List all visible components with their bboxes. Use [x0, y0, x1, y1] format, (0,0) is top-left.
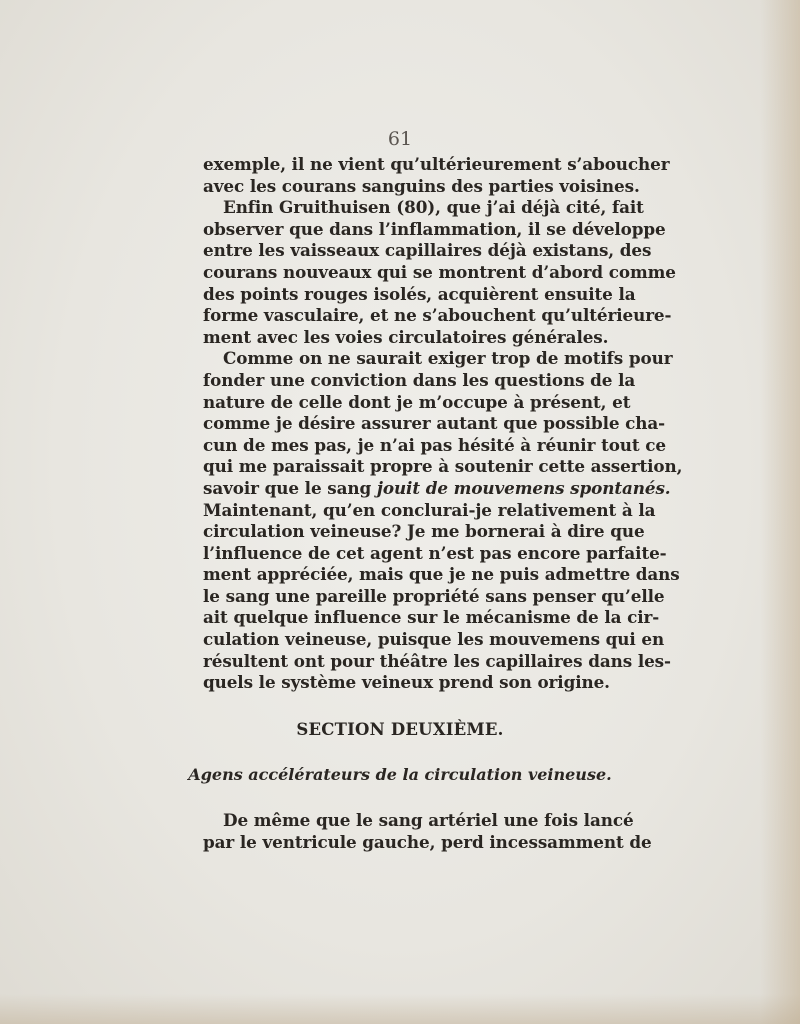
text-line: Comme on ne saurait exiger trop de motifs pour: [223, 348, 673, 369]
text-line: exemple, il ne vient qu’ultérieurement s’aboucher: [203, 154, 670, 174]
text-line: fonder une conviction dans les questions de la: [203, 369, 636, 390]
section-subheading: Agens accélérateurs de la circulation veineuse.: [188, 765, 612, 784]
text-line: ment appréciée, mais que je ne puis admettre dans: [203, 564, 680, 585]
text-line-prefix: savoir que le sang: [203, 477, 372, 498]
page-edge-shadow: [760, 0, 800, 1024]
text-line: nature de celle dont je m’occupe à présent, et: [203, 391, 631, 412]
text-line: quels le système veineux prend son origine.: [203, 672, 610, 693]
body-text-continued: [203, 810, 652, 853]
text-line: cun de mes pas, je n’ai pas hésité à réunir tout ce: [203, 434, 666, 455]
text-line: courans nouveaux qui se montrent d’abord comme: [203, 261, 676, 282]
text-line: par le ventricule gauche, perd incessamment de: [203, 831, 652, 852]
text-line: Maintenant, qu’en conclurai-je relativement à la: [203, 499, 656, 520]
text-line: l’influence de cet agent n’est pas encore parfaite-: [203, 542, 667, 563]
text-line: comme je désire assurer autant que possible cha-: [203, 413, 666, 434]
body-text: [203, 154, 683, 694]
text-line: Enfin Gruithuisen (80), que j’ai déjà cité, fait: [223, 197, 644, 218]
page-bottom-shadow: [0, 994, 800, 1024]
text-line: qui me paraissait propre à soutenir cette assertion,: [203, 456, 683, 477]
text-line: résultent ont pour théâtre les capillaires dans les-: [203, 650, 671, 671]
text-line: des points rouges isolés, acquièrent ensuite la: [203, 283, 636, 304]
text-line: forme vasculaire, et ne s’abouchent qu’ultérieure-: [203, 305, 672, 326]
text-line: ait quelque influence sur le mécanisme de la cir-: [203, 607, 660, 628]
text-line: observer que dans l’inflammation, il se développe: [203, 218, 666, 239]
text-line: De même que le sang artériel une fois lancé: [223, 810, 634, 830]
text-line: entre les vaisseaux capillaires déjà existans, des: [203, 240, 652, 261]
text-line: culation veineuse, puisque les mouvemens qui en: [203, 629, 665, 650]
text-line: le sang une pareille propriété sans penser qu’elle: [203, 585, 665, 606]
text-line: [203, 477, 671, 500]
page-number: 61: [387, 128, 413, 150]
text-line: circulation veineuse? Je me bornerai à dire que: [203, 521, 645, 542]
text-line: avec les courans sanguins des parties voisines.: [203, 175, 640, 196]
section-heading: SECTION DEUXIÈME.: [296, 720, 504, 739]
text-line: ment avec les voies circulatoires générales.: [203, 326, 609, 347]
italic-phrase: jouit de mouvemens spontanés.: [376, 477, 671, 498]
